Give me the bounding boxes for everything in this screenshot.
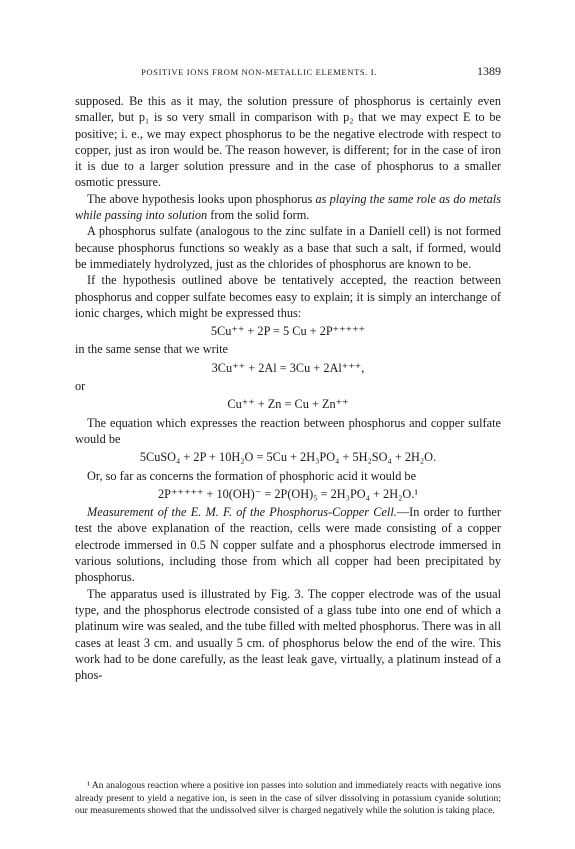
paragraph-apparatus: The apparatus used is illustrated by Fig. 3. The copper electrode was of the usual type, and the phosphorus electrode consisted of a glass tube into one end of which a platinum wire was sealed, and the tube filled with melted phosphorus. There was in all cases at least 3 cm. and usually 5 cm. of phosphorus below the end of the wire. This work had to be done carefully, as the least leak gave, virtually, a platinum instead of a phos- [75, 586, 501, 683]
page-number: 1389 [477, 64, 501, 78]
article-body [75, 93, 501, 683]
running-header [75, 64, 501, 80]
equation-1: 5Cu⁺⁺ + 2P = 5 Cu + 2P⁺⁺⁺⁺⁺ [210, 324, 366, 339]
paragraph-same-sense: in the same sense that we write [75, 342, 228, 357]
paragraph-hypothesis [75, 191, 501, 224]
equation-2: 3Cu⁺⁺ + 2Al = 3Cu + 2Al⁺⁺⁺, [211, 360, 365, 375]
paragraph-sulfate: A phosphorus sulfate (analogous to the zinc sulfate in a Daniell cell) is not formed because phosphorus functions so weakly as a base that such a salt, if formed, would be immediately hydrolyzed, just as the chlorides of phosphorus are known to be. [75, 224, 501, 271]
connector-or: or [75, 379, 86, 394]
text-run: from the solid form. [207, 208, 310, 223]
text-run: —In order to further test the above explanation of the reaction, cells were made consisting of a copper electrode immersed in 0.5 N copper sulfate and a phosphorus electrode immersed in various solutions, including those from which all copper had been precipitated by phosphorus. [75, 505, 501, 585]
paragraph-reaction: If the hypothesis outlined above be tentatively accepted, the reaction between phosphorus and copper sulfate becomes easy to explain; it is simply an interchange of ionic charges, which might be expressed thus: [75, 273, 501, 320]
paragraph-measurement [75, 504, 501, 585]
text-run: The above hypothesis looks upon phosphorus [87, 191, 316, 206]
paragraph-phosphoric: Or, so far as concerns the formation of phosphoric acid it would be [87, 468, 417, 483]
section-heading: Measurement of the E. M. F. of the Phosphorus-Copper Cell. [87, 505, 397, 520]
equation-3: Cu⁺⁺ + Zn = Cu + Zn⁺⁺ [227, 397, 349, 412]
running-title: POSITIVE IONS FROM NON-METALLIC ELEMENTS. I. [141, 67, 378, 77]
footnote-text: ¹ An analogous reaction where a positive ion passes into solution and immediately reacts with negative ions already present to yield a negative ion, is seen in the case of silver dissolving in potassium cyanide solution; our measurements showed that the undissolved silver is charged negatively while the solution is taking place. [75, 780, 501, 817]
equation-4: 5CuSO₄ + 2P + 10H₂O = 5Cu + 2H₃PO₄ + 5H₂SO₄ + 2H₂O. [139, 450, 437, 465]
italic-emphasis: as playing the same role as do metals while passing into solution [75, 191, 501, 223]
paragraph-continued: supposed. Be this as it may, the solution pressure of phosphorus is certainly even smaller, but p₁ is so very small in comparison with p₂ that we may expect E to be positive; i. e., we may expect phosphorus to be the negative electrode with respect to copper, just as iron would be. The reason however, is different; for in the case of iron it is due to a larger solution pressure and in the case of phosphorus to a smaller osmotic pressure. [75, 94, 501, 190]
equation-5: 2P⁺⁺⁺⁺⁺ + 10(OH)⁻ = 2P(OH)₅ = 2H₃PO₄ + 2H₂O.¹ [157, 486, 419, 501]
footnote [75, 780, 501, 818]
paragraph-equation-intro: The equation which expresses the reaction between phosphorus and copper sulfate would be [75, 415, 501, 446]
